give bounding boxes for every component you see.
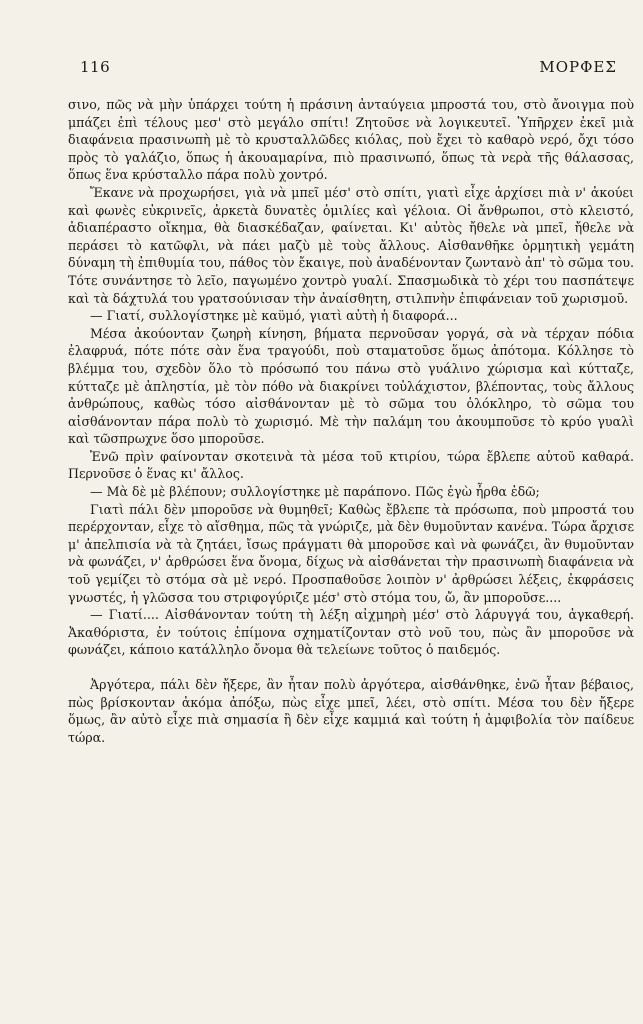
paragraph: Γιατὶ πάλι δὲν μποροῦσε νὰ θυμηθεῖ; Καθὼς ἔβλεπε τὰ πρόσωπα, ποὺ μπροστά του περέρχονταν, εἶχε τὸ αἴσθημα, πῶς τὰ γνώριζε, μὰ δὲν θυμοῦνταν κανένα. Τώρα ἄρχισε μ' ἀπελπισία νὰ τὰ ζητάει, ἴσως πράγματι θὰ μποροῦσε καὶ νὰ φωνάζει, ἂν θυμοῦνταν νὰ φωνάζει, ν' ἀρθρώσει ἕνα ὄνομα, δίχως νὰ αἰσθάνεται τὴν πρασινωπὴ διαφάνεια νὰ τοῦ γεμίζει τὸ στόμα σὰ μὲ νερό. Προσπαθοῦσε λοιπὸν ν' ἀρθρώσει λέξεις, ἐκφράσεις γνωστές, ἡ γλῶσσα του στριφογύριζε μέσ' στὸ στόμα του, ὤ, ἂν μποροῦσε.... [68,501,634,605]
paragraph: σινο, πῶς νὰ μὴν ὑπάρχει τούτη ἡ πράσινη ἀνταύγεια μπροστά του, στὸ ἄνοιγμα ποὺ μπάζει ἐπὶ τέλους μεσ' στὸ μεγάλο σπίτι! Ζητοῦσε νὰ λογικευτεῖ. Ὑπῆρχεν ἐκεῖ μιὰ διαφάνεια πρασινωπὴ μὲ τὸ κρυσταλλῶδες κιόλας, ποὺ ἔχει τὸ καθαρὸ νερό, ὄχι τόσο πρὸς τὸ γαλάζιο, ὅπως ἡ ἀκουαμαρίνα, πιὸ πρασινωπό, ὅπως τὰ νερὰ τῆς θάλασσας, ὅπως ἕνα κρύσταλλο πάρα πολὺ χοντρό. [68,97,634,183]
dialogue-line: — Γιατί, συλλογίστηκε μὲ καϋμό, γιατὶ αὐτὴ ἡ διαφορά... [90,308,458,324]
dialogue-line: — Μὰ δὲ μὲ βλέπουν; συλλογίστηκε μὲ παράπονο. Πῶς ἐγὼ ἦρθα ἐδῶ; [90,484,540,500]
body-text [68,96,634,746]
paragraph: Ἐνῶ πρὶν φαίνονταν σκοτεινὰ τὰ μέσα τοῦ κτιρίου, τώρα ἔβλεπε αὐτοῦ καθαρά. Περνοῦσε ὁ ἕνας κι' ἄλλος. [68,448,634,482]
paragraph: Ἀργότερα, πάλι δὲν ἤξερε, ἂν ἦταν πολὺ ἀργότερα, αἰσθάνθηκε, ἐνῶ ἦταν βέβαιος, πὼς βρίσκονταν ἀκόμα ἀπόξω, πὼς εἶχε μπεῖ, λέει, στὸ σπίτι. Μέσα του δὲν ἤξερε ὅμως, ἂν αὐτὸ εἶχε πιὰ σημασία ἢ δὲν εἶχε καμμιά καὶ τούτη ἡ ἀμφιβολία τὸν παίδευε τώρα. [68,677,634,745]
paragraph: Μέσα ἀκούονταν ζωηρὴ κίνηση, βήματα περνοῦσαν γοργά, σὰ νὰ τέρχαν πόδια ἐλαφρυά, πότε πότε σὰν ἕνα τραγούδι, ποὺ σταματοῦσε ὅμως ἀπότομα. Κόλλησε τὸ βλέμμα του, σχεδὸν ὅλο τὸ πρόσωπό του πάνω στὸ γυάλινο χώρισμα καὶ κύτταζε, κύτταζε μὲ ἀπληστία, μὲ τὸν πόθο νὰ διακρίνει τοὐλάχιστον, βλέποντας, τοὺς ἄλλους ἀνθρώπους, καθὼς τόσο αἰσθάνονταν μὲ τὸ σῶμα του ὁλόκληρο, τὸ σῶμα του αἰσθάνονταν πάρα πολὺ τὸ χωρισμό. Μὲ τὴν παλάμη του ἀκουμποῦσε τὸ κρύο γυαλὶ καὶ τῶσπρωχνε ὅσο μποροῦσε. [68,325,634,447]
running-head: ΜΟΡΦΕΣ [539,58,617,76]
paragraph: Ἔκανε νὰ προχωρήσει, γιὰ νὰ μπεῖ μέσ' στὸ σπίτι, γιατὶ εἶχε ἀρχίσει πιὰ ν' ἀκούει καὶ φωνὲς εὐκρινεῖς, ἀρκετὰ δυνατὲς ὁμιλίες καὶ γέλοια. Οἱ ἄνθρωποι, στὸ κλειστό, ἀδιαπέραστο οἴκημα, θὰ διασκέδαζαν, φαίνεται. Κι' αὐτὸς ἤθελε νὰ μπεῖ, ἤθελε νὰ περάσει τὸ κατῶφλι, νὰ πάει μαζὺ μὲ τοὺς ἄλλους. Αἰσθανθῆκε ὁρμητικὴ γεμάτη δύναμη τὴ ἐπιθυμία του, πάθος τὸν ἔκαιγε, ποὺ ἀναδένονταν ζωντανὸ ἀπ' τὸ σῶμα του. Τότε συνάντησε τὸ λεῖο, παγωμένο χοντρὸ γυαλί. Σπασμωδικὰ τὸ χέρι του πασπάτεψε καὶ τὰ δάχτυλά του γρατσούνισαν τὴν ἀναίσθητη, στιλπνὴν ἐπιφάνειαν τοῦ χωρισμοῦ. [68,184,634,306]
page-number: 116 [80,58,111,76]
page-header [80,58,617,80]
dialogue-line: — Γιατί.... Αἰσθάνονταν τούτη τὴ λέξη αἰχμηρὴ μέσ' στὸ λάρυγγά του, ἀγκαθερή. Ἀκαθόριστα, ἐν τούτοις ἐπίμονα σχηματίζονταν στὸ νοῦ του, πὼς ἂν μποροῦσε νὰ φωνάζει, κάποιο κατάλληλο ὄνομα θὰ τελείωνε τοῦτος ὁ παιδεμός. [68,607,634,658]
